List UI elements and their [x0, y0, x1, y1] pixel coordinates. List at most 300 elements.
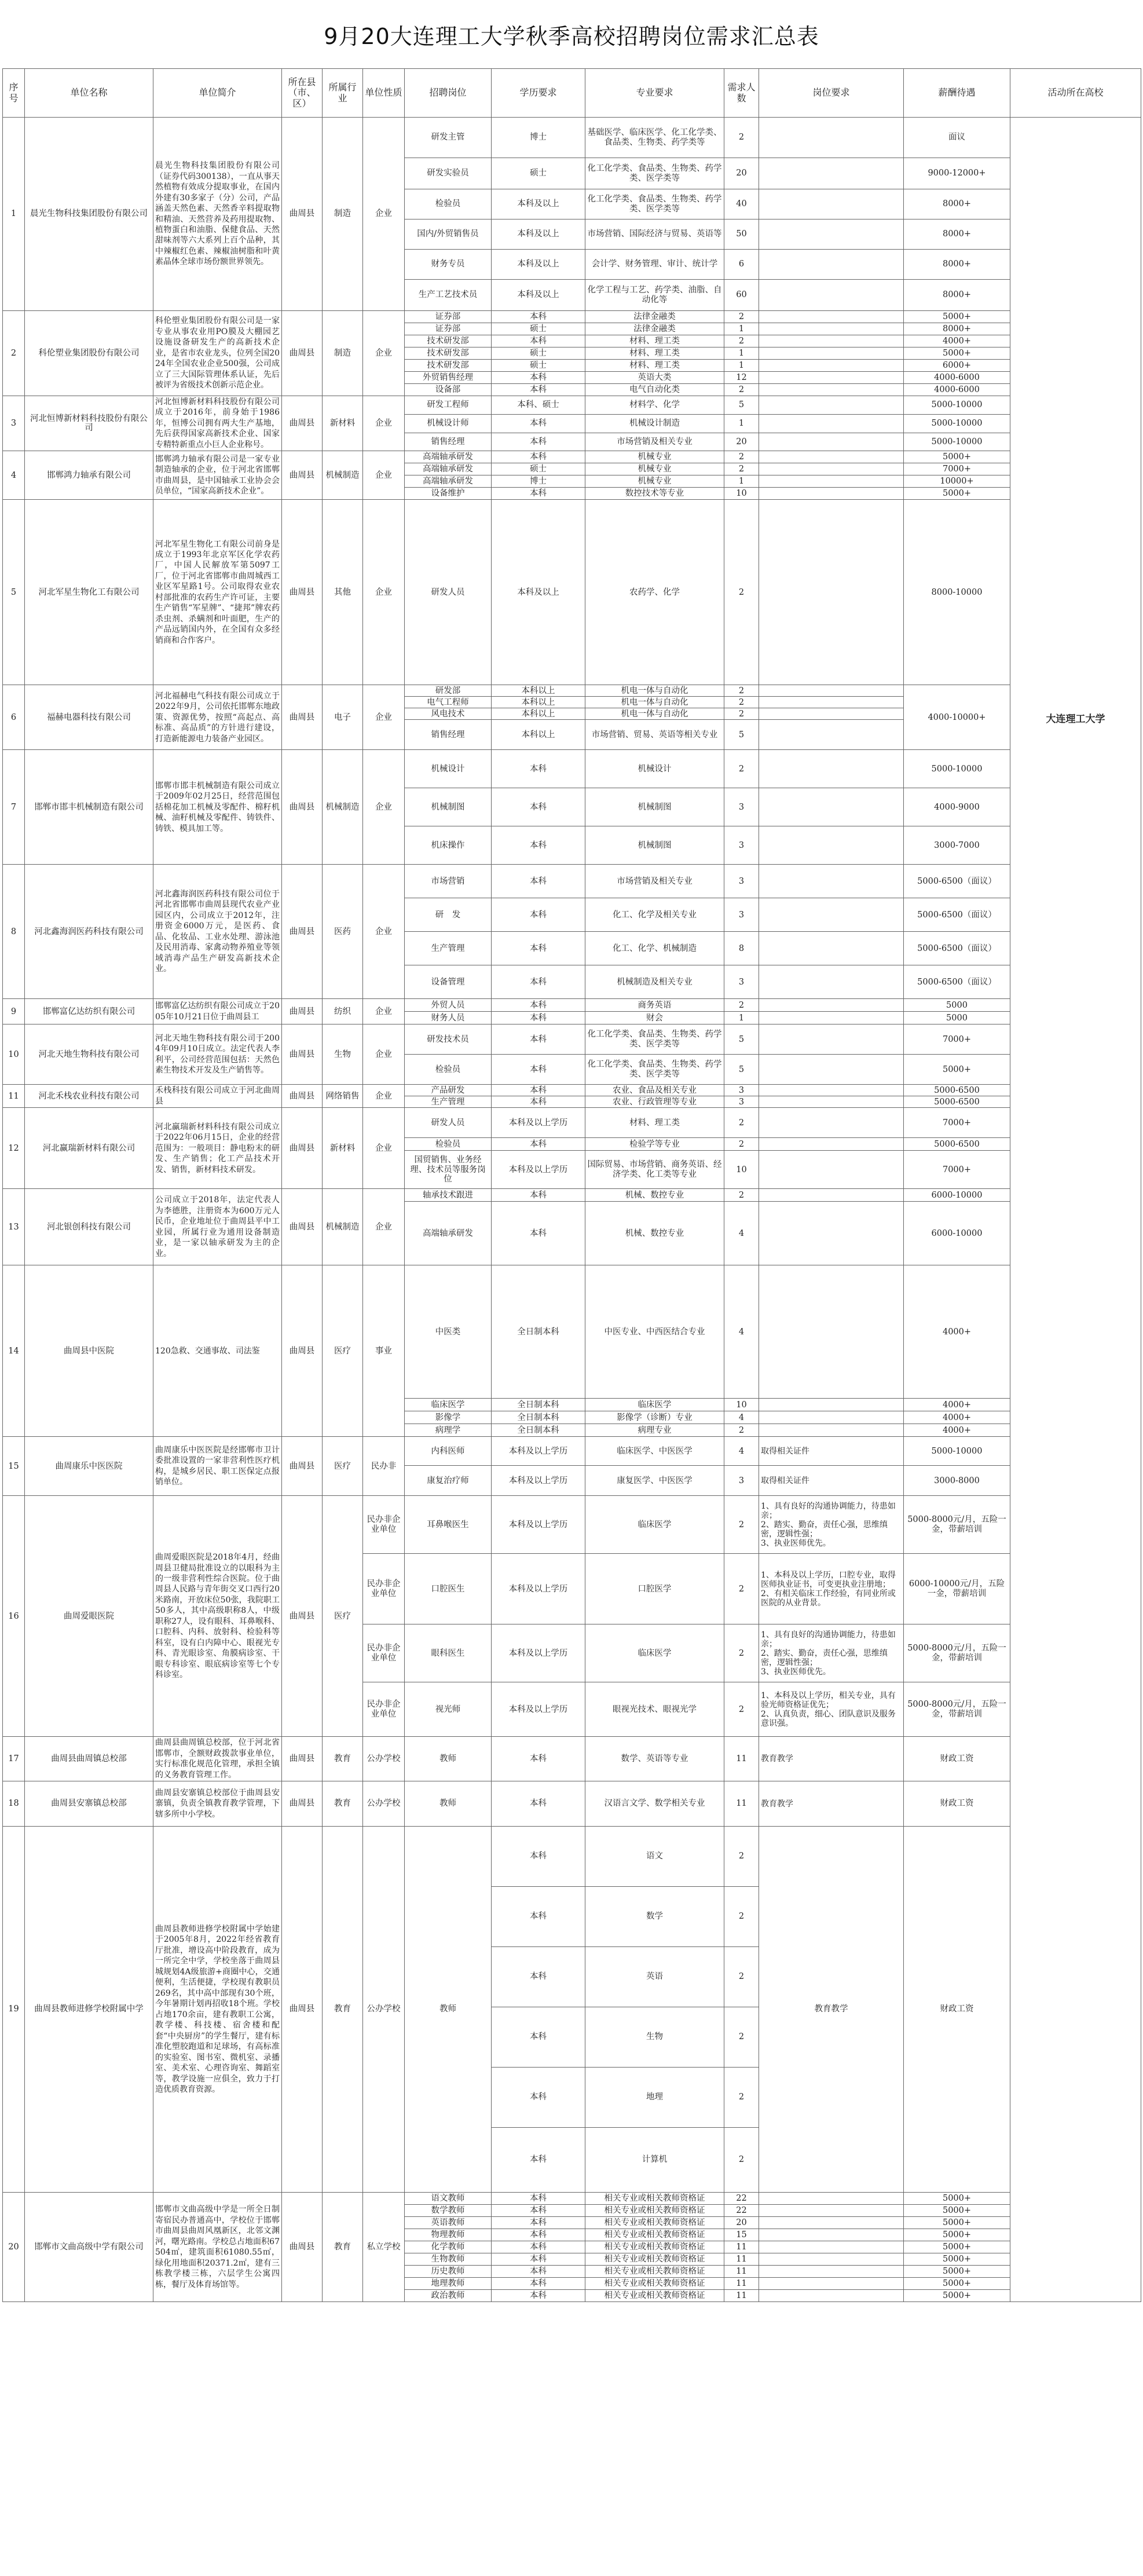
job-salary: 5000-10000	[904, 396, 1010, 415]
job-requirements	[759, 898, 904, 932]
job-education: 本科	[492, 750, 585, 788]
job-requirements	[759, 965, 904, 999]
job-salary: 5000-10000	[904, 1437, 1010, 1466]
job-education: 本科	[492, 965, 585, 999]
company-name: 邯郸市邯丰机械制造有限公司	[25, 750, 153, 865]
company-county: 曲周县	[282, 1265, 323, 1437]
job-salary: 7000+	[904, 1108, 1010, 1138]
job-education: 硕士	[492, 463, 585, 475]
job-requirements	[759, 708, 904, 720]
job-salary: 5000+	[904, 2266, 1010, 2278]
job-post: 销售经理	[405, 433, 492, 451]
job-major: 机电一体与自动化	[585, 697, 724, 708]
job-post: 生物教师	[405, 2253, 492, 2266]
company-name: 河北银创科技有限公司	[25, 1189, 153, 1265]
job-education: 本科及以上	[492, 189, 585, 219]
company-industry: 纺织	[323, 999, 363, 1024]
row-number: 8	[3, 865, 25, 999]
job-post: 语文教师	[405, 2193, 492, 2205]
job-salary: 5000-8000元/月，五险一金，带薪培训	[904, 1496, 1010, 1554]
job-count: 40	[724, 189, 759, 219]
job-education: 本科	[492, 372, 585, 384]
job-salary: 4000+	[904, 1265, 1010, 1399]
job-education: 本科	[492, 2229, 585, 2241]
company-industry: 医疗	[323, 1496, 363, 1737]
job-post: 机械制图	[405, 788, 492, 826]
job-post: 外贸销售经理	[405, 372, 492, 384]
header-education: 学历要求	[492, 69, 585, 118]
job-requirements	[759, 433, 904, 451]
job-count: 2	[724, 451, 759, 463]
company-county: 曲周县	[282, 500, 323, 685]
job-count: 2	[724, 1108, 759, 1138]
job-salary: 面议	[904, 118, 1010, 158]
company-county: 曲周县	[282, 1024, 323, 1085]
job-education: 本科	[492, 1189, 585, 1202]
company-industry: 新材料	[323, 396, 363, 451]
job-count: 3	[724, 865, 759, 898]
job-education: 本科	[492, 1024, 585, 1055]
company-name: 曲周爱眼医院	[25, 1496, 153, 1737]
table-row	[3, 118, 1141, 158]
job-post: 技术研发部	[405, 360, 492, 372]
job-education: 博士	[492, 118, 585, 158]
job-education: 本科	[492, 2205, 585, 2217]
job-count: 3	[724, 965, 759, 999]
job-count: 11	[724, 2241, 759, 2253]
table-row	[3, 1085, 1141, 1096]
job-count: 2	[724, 1138, 759, 1151]
job-salary: 5000-8000元/月，五险一金，带薪培训	[904, 1682, 1010, 1737]
job-salary: 6000+	[904, 360, 1010, 372]
job-post: 高端轴承研发	[405, 1202, 492, 1265]
job-requirements	[759, 158, 904, 189]
job-education: 本科	[492, 1055, 585, 1085]
job-education: 本科	[492, 2193, 585, 2205]
company-intro: 公司成立于2018年，法定代表人为李德胜，注册资本为600万元人民币，企业地址位于曲周县平中工业园，所属行业为通用设备制造业，是一家以轴承研发为主的企业。	[153, 1189, 282, 1265]
job-salary: 9000-12000+	[904, 158, 1010, 189]
job-salary: 5000+	[904, 2253, 1010, 2266]
company-industry: 教育	[323, 1827, 363, 2193]
job-requirements	[759, 2278, 904, 2290]
company-name: 河北军星生物化工有限公司	[25, 500, 153, 685]
company-intro: 邯郸市邯丰机械制造有限公司成立于2009年02月25日，经营范围包括棉花加工机械及零配件、棉籽机械、油籽机械及零配件、铸铁件、铸铁、模具加工等。	[153, 750, 282, 865]
job-count: 2	[724, 463, 759, 475]
row-number: 9	[3, 999, 25, 1024]
job-requirements	[759, 932, 904, 965]
job-major: 英语大类	[585, 372, 724, 384]
job-post: 病理学	[405, 1424, 492, 1437]
company-county: 曲周县	[282, 685, 323, 750]
job-count: 60	[724, 280, 759, 311]
job-salary: 5000	[904, 999, 1010, 1012]
job-major: 数学	[585, 1887, 724, 1947]
job-major: 机械专业	[585, 475, 724, 488]
job-requirements: 取得相关证件	[759, 1466, 904, 1496]
header-count: 需求人数	[724, 69, 759, 118]
job-major: 数控技术等专业	[585, 488, 724, 500]
job-education: 硕士	[492, 360, 585, 372]
job-post: 影像学	[405, 1411, 492, 1424]
company-intro: 禾栈科技有限公司成立于河北曲周县	[153, 1085, 282, 1108]
job-count: 1	[724, 475, 759, 488]
job-education: 全日制本科	[492, 1399, 585, 1411]
job-requirements	[759, 219, 904, 250]
job-count: 2	[724, 685, 759, 697]
company-intro: 邯郸富亿达纺织有限公司成立于2005年10月21日位于曲周县工	[153, 999, 282, 1024]
company-intro: 邯郸市文曲高级中学是一所全日制寄宿民办普通高中，学校位于邯郸市曲周县曲周风凰新区，北邻文渊河，曙光路南。学校总占地面积67504㎡，建筑面积61080.55㎡，绿化用地面积20371.2㎡，建有三栋教学楼三栋，六层学生公寓四栋，餐厅及体育场馆等。	[153, 2193, 282, 2302]
company-intro: 曲周爱眼医院是2018年4月，经曲周县卫健局批准设立的以眼科为主的一级非营利性综合医院。位于曲周县人民路与青年街交叉口西行20米路南，开放床位50张，我院职工50多人，其中高级职称8人，中级职称27人，设有眼科、耳鼻喉科、口腔科、内科、放射科、检验科等科室，设有白内障中心、眼视光专科、青光眼诊室、角膜病诊室、干眼专科诊室、眼底病诊室等七个专科诊室。	[153, 1496, 282, 1737]
job-count: 5	[724, 1055, 759, 1085]
job-education: 硕士	[492, 158, 585, 189]
company-nature: 企业	[363, 1024, 405, 1085]
job-count: 1	[724, 347, 759, 360]
job-major: 材料、理工类	[585, 360, 724, 372]
job-major: 化工化学类、食品类、生物类、药学类、医学类等	[585, 189, 724, 219]
job-post: 教师	[405, 1781, 492, 1827]
company-industry: 网络销售	[323, 1085, 363, 1108]
job-salary: 8000+	[904, 280, 1010, 311]
job-major: 农药学、化学	[585, 500, 724, 685]
job-major: 农业、食品及相关专业	[585, 1085, 724, 1096]
job-count: 2	[724, 1424, 759, 1437]
job-count: 1	[724, 323, 759, 335]
job-major: 汉语言文学、数学相关专业	[585, 1781, 724, 1827]
job-post: 历史教师	[405, 2266, 492, 2278]
job-education: 硕士	[492, 323, 585, 335]
job-major: 基础医学、临床医学、化工化学类、食品类、生物类、药学类等	[585, 118, 724, 158]
table-row	[3, 999, 1141, 1012]
job-education: 全日制本科	[492, 1424, 585, 1437]
header-salary: 薪酬待遇	[904, 69, 1010, 118]
job-count: 2	[724, 2128, 759, 2193]
job-major: 相关专业或相关教师资格证	[585, 2205, 724, 2217]
table-row	[3, 1737, 1141, 1781]
job-requirements: 教育教学	[759, 1781, 904, 1827]
job-requirements	[759, 1055, 904, 1085]
header-nature: 单位性质	[363, 69, 405, 118]
job-education: 本科	[492, 2278, 585, 2290]
row-number: 1	[3, 118, 25, 311]
job-count: 50	[724, 219, 759, 250]
job-education: 本科	[492, 335, 585, 347]
job-education: 本科及以上学历	[492, 1554, 585, 1624]
company-county: 曲周县	[282, 118, 323, 311]
job-major: 机械、数控专业	[585, 1189, 724, 1202]
company-nature: 企业	[363, 750, 405, 865]
job-education: 本科	[492, 1737, 585, 1781]
job-count: 2	[724, 1682, 759, 1737]
company-name: 晨光生物科技集团股份有限公司	[25, 118, 153, 311]
job-salary: 5000-6500（面议）	[904, 898, 1010, 932]
job-requirements	[759, 475, 904, 488]
header-major: 专业要求	[585, 69, 724, 118]
job-count: 4	[724, 1411, 759, 1424]
job-requirements	[759, 372, 904, 384]
job-salary: 5000+	[904, 2278, 1010, 2290]
job-requirements: 取得相关证件	[759, 1437, 904, 1466]
job-salary: 4000+	[904, 335, 1010, 347]
job-post: 研发技术员	[405, 1024, 492, 1055]
company-county: 曲周县	[282, 1737, 323, 1781]
row-number: 15	[3, 1437, 25, 1496]
company-industry: 生物	[323, 1024, 363, 1085]
job-requirements	[759, 999, 904, 1012]
job-post: 轴承技术跟进	[405, 1189, 492, 1202]
job-salary: 6000-10000	[904, 1189, 1010, 1202]
table-row	[3, 1189, 1141, 1202]
company-industry: 电子	[323, 685, 363, 750]
row-number: 7	[3, 750, 25, 865]
job-salary: 4000-6000	[904, 372, 1010, 384]
job-requirements: 1、具有良好的沟通协调能力，待患如亲； 2、踏实、勤奋，责任心强，思维缜密，逻辑性强； 3、执业医师优先。	[759, 1624, 904, 1682]
job-salary: 5000-10000	[904, 414, 1010, 433]
job-major: 机械制图	[585, 788, 724, 826]
company-intro: 科伦塑业集团股份有限公司是一家专业从事农业用PO膜及大棚园艺设施设备研发生产的高新技术企业，是省市农业龙头，位列全国2024年全国农业企业500强，公司成立了三大国际管理体系认证，先后被评为省级技术创新示范企业。	[153, 311, 282, 396]
job-salary: 5000-6500	[904, 1138, 1010, 1151]
job-post: 耳鼻喉医生	[405, 1496, 492, 1554]
job-major: 会计学、财务管理、审计、统计学	[585, 250, 724, 280]
job-count: 15	[724, 2229, 759, 2241]
job-count: 4	[724, 1202, 759, 1265]
job-count: 5	[724, 720, 759, 750]
header-post: 招聘岗位	[405, 69, 492, 118]
job-major: 机械制图	[585, 826, 724, 865]
job-post: 临床医学	[405, 1399, 492, 1411]
job-education: 本科	[492, 1887, 585, 1947]
job-post: 化学教师	[405, 2241, 492, 2253]
table-row	[3, 2193, 1141, 2205]
job-salary: 10000+	[904, 475, 1010, 488]
job-post: 国贸销售、业务经理、技术员等服务岗位	[405, 1151, 492, 1189]
job-salary: 财政工资	[904, 1737, 1010, 1781]
company-county: 曲周县	[282, 451, 323, 500]
job-count: 11	[724, 2253, 759, 2266]
job-major: 相关专业或相关教师资格证	[585, 2241, 724, 2253]
job-major: 机械设计	[585, 750, 724, 788]
company-county: 曲周县	[282, 999, 323, 1024]
job-count: 2	[724, 384, 759, 396]
job-requirements	[759, 697, 904, 708]
job-education: 硕士	[492, 347, 585, 360]
job-salary: 3000-7000	[904, 826, 1010, 865]
job-major: 检验学等专业	[585, 1138, 724, 1151]
job-salary: 4000+	[904, 1411, 1010, 1424]
job-major: 临床医学	[585, 1624, 724, 1682]
job-count: 3	[724, 826, 759, 865]
company-intro: 曲周康乐中医医院是经邯郸市卫计委批准设置的一家非营利性医疗机构，是城乡居民、职工医保定点报销单位。	[153, 1437, 282, 1496]
header-no: 序号	[3, 69, 25, 118]
job-salary: 5000+	[904, 1055, 1010, 1085]
job-count: 2	[724, 1496, 759, 1554]
job-post: 证券部	[405, 323, 492, 335]
job-major: 中医专业、中西医结合专业	[585, 1265, 724, 1399]
job-major: 电气自动化类	[585, 384, 724, 396]
job-education: 本科	[492, 2007, 585, 2068]
job-education: 本科	[492, 932, 585, 965]
job-post: 财务专员	[405, 250, 492, 280]
table-row	[3, 685, 1141, 697]
company-nature: 企业	[363, 1189, 405, 1265]
job-count: 20	[724, 433, 759, 451]
job-major: 化工、化学、机械制造	[585, 932, 724, 965]
job-count: 2	[724, 697, 759, 708]
job-major: 口腔医学	[585, 1554, 724, 1624]
job-education: 本科及以上学历	[492, 1624, 585, 1682]
job-salary: 8000+	[904, 323, 1010, 335]
company-name: 河北禾栈农业科技有限公司	[25, 1085, 153, 1108]
job-education: 本科、硕士	[492, 396, 585, 415]
company-name: 曲周县曲周镇总校部	[25, 1737, 153, 1781]
table-row	[3, 1108, 1141, 1138]
job-major: 材料、理工类	[585, 335, 724, 347]
job-education: 本科	[492, 414, 585, 433]
job-requirements	[759, 488, 904, 500]
job-post: 研发主管	[405, 118, 492, 158]
company-name: 邯郸市文曲高级中学有限公司	[25, 2193, 153, 2302]
table-row	[3, 1265, 1141, 1399]
job-major: 相关专业或相关教师资格证	[585, 2229, 724, 2241]
job-major: 相关专业或相关教师资格证	[585, 2253, 724, 2266]
job-post: 数学教师	[405, 2205, 492, 2217]
job-requirements	[759, 788, 904, 826]
company-intro: 河北恒博新材料科技股份有限公司成立于2016年，前身始于1986年，恒博公司拥有两大生产基地，先后获得国家高新技术企业、国家专精特新重点小巨人企业称号。	[153, 396, 282, 451]
job-major: 机械专业	[585, 451, 724, 463]
job-count: 20	[724, 2217, 759, 2229]
company-name: 曲周县教师进修学校附属中学	[25, 1827, 153, 2193]
job-salary: 8000+	[904, 250, 1010, 280]
job-salary: 5000-8000元/月，五险一金，带薪培训	[904, 1624, 1010, 1682]
job-education: 博士	[492, 475, 585, 488]
company-industry: 教育	[323, 1781, 363, 1827]
company-intro: 邯郸鸿力轴承有限公司是一家专业制造轴承的企业，位于河北省邯郸市曲周县，是中国轴承工业协会会员单位，“国家高新技术企业”。	[153, 451, 282, 500]
job-education: 全日制本科	[492, 1411, 585, 1424]
job-post: 技术研发部	[405, 347, 492, 360]
job-education: 本科	[492, 999, 585, 1012]
company-nature: 民办非企业单位	[363, 1624, 405, 1682]
company-intro: 120急救、交通事故、司法鉴	[153, 1265, 282, 1437]
job-requirements	[759, 1096, 904, 1108]
row-number: 20	[3, 2193, 25, 2302]
job-post: 生产管理	[405, 1096, 492, 1108]
row-number: 17	[3, 1737, 25, 1781]
company-nature: 企业	[363, 865, 405, 999]
job-salary: 5000+	[904, 2193, 1010, 2205]
job-requirements	[759, 1138, 904, 1151]
job-education: 本科及以上	[492, 280, 585, 311]
job-education: 本科	[492, 1138, 585, 1151]
job-major: 英语	[585, 1947, 724, 2007]
job-requirements	[759, 1189, 904, 1202]
job-count: 2	[724, 708, 759, 720]
job-salary: 5000-6500（面议）	[904, 965, 1010, 999]
job-requirements	[759, 250, 904, 280]
job-education: 本科	[492, 2128, 585, 2193]
job-post: 技术研发部	[405, 335, 492, 347]
job-post: 研发人员	[405, 1108, 492, 1138]
job-count: 11	[724, 2290, 759, 2302]
job-major: 临床医学	[585, 1399, 724, 1411]
job-post: 市场营销	[405, 865, 492, 898]
job-education: 本科及以上学历	[492, 1496, 585, 1554]
job-major: 病理专业	[585, 1424, 724, 1437]
job-education: 本科以上	[492, 720, 585, 750]
job-salary: 4000+	[904, 1399, 1010, 1411]
job-education: 本科	[492, 433, 585, 451]
company-intro: 河北福赫电气科技有限公司成立于2022年9月，公司依托邯郸东地政策、资源优势，按照“高起点、高标准、高品质”的方针进行建设，打造新能源电力装备产业园区。	[153, 685, 282, 750]
job-count: 11	[724, 1737, 759, 1781]
job-count: 2	[724, 335, 759, 347]
company-county: 曲周县	[282, 1108, 323, 1189]
company-name: 河北恒博新材料科技股份有限公司	[25, 396, 153, 451]
job-education: 本科及以上	[492, 500, 585, 685]
job-major: 财会	[585, 1012, 724, 1024]
table-row	[3, 311, 1141, 323]
table-row	[3, 396, 1141, 415]
job-requirements	[759, 323, 904, 335]
job-count: 12	[724, 372, 759, 384]
job-post: 检验员	[405, 189, 492, 219]
company-county: 曲周县	[282, 1437, 323, 1496]
job-major: 数学、英语等专业	[585, 1737, 724, 1781]
job-major: 化工、化学及相关专业	[585, 898, 724, 932]
company-nature: 企业	[363, 396, 405, 451]
job-major: 机械制造及相关专业	[585, 965, 724, 999]
job-count: 1	[724, 360, 759, 372]
job-major: 康复医学、中医医学	[585, 1466, 724, 1496]
job-education: 本科	[492, 2253, 585, 2266]
company-county: 曲周县	[282, 865, 323, 999]
company-name: 曲周县安寨镇总校部	[25, 1781, 153, 1827]
job-salary: 5000+	[904, 2217, 1010, 2229]
job-post: 销售经理	[405, 720, 492, 750]
row-number: 14	[3, 1265, 25, 1437]
job-post: 研发部	[405, 685, 492, 697]
company-county: 曲周县	[282, 311, 323, 396]
job-salary: 8000+	[904, 189, 1010, 219]
job-requirements	[759, 1085, 904, 1096]
job-post: 研 发	[405, 898, 492, 932]
job-salary: 7000+	[904, 1024, 1010, 1055]
job-education: 全日制本科	[492, 1265, 585, 1399]
row-number: 6	[3, 685, 25, 750]
job-count: 11	[724, 2278, 759, 2290]
job-requirements: 1、本科及以上学历，相关专业，具有验光师资格证优先； 2、认真负责，细心、团队意识及服务意识强。	[759, 1682, 904, 1737]
company-nature: 私立学校	[363, 2193, 405, 2302]
job-count: 2	[724, 118, 759, 158]
job-post: 检验员	[405, 1138, 492, 1151]
job-education: 本科	[492, 788, 585, 826]
job-requirements	[759, 280, 904, 311]
company-nature: 事业	[363, 1265, 405, 1437]
company-industry: 机械制造	[323, 750, 363, 865]
header-requirements: 岗位要求	[759, 69, 904, 118]
job-salary: 5000-6500（面议）	[904, 932, 1010, 965]
job-salary: 财政工资	[904, 1827, 1010, 2193]
row-number: 5	[3, 500, 25, 685]
company-name: 曲周康乐中医医院	[25, 1437, 153, 1496]
company-industry: 医药	[323, 865, 363, 999]
job-count: 2	[724, 2007, 759, 2068]
header-industry: 所属行业	[323, 69, 363, 118]
job-education: 本科	[492, 1947, 585, 2007]
job-requirements	[759, 685, 904, 697]
job-count: 10	[724, 488, 759, 500]
job-education: 本科	[492, 826, 585, 865]
job-requirements	[759, 414, 904, 433]
row-number: 16	[3, 1496, 25, 1737]
job-salary: 4000-6000	[904, 384, 1010, 396]
